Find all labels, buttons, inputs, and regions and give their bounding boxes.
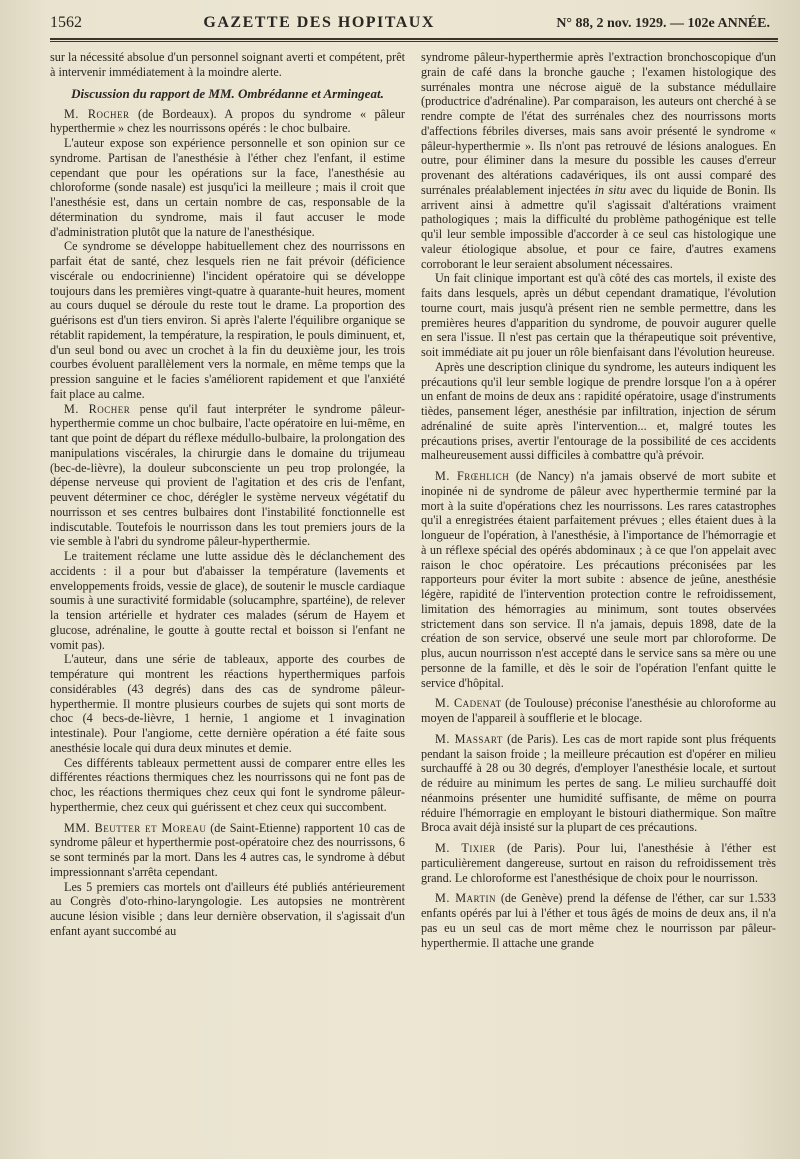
page-number: 1562 [50, 14, 82, 31]
author-name: M. Rocher [64, 106, 130, 121]
paragraph-text: (de Paris). Pour lui, l'anesthésie à l'éther est particulièrement dangereuse, surtout en raison du refroidissement très grand. Le chloroforme est l'anesthésique de choix pour le nourrisson. [421, 841, 776, 885]
issue-info: N° 88, 2 nov. 1929. — 102e ANNÉE. [556, 16, 770, 31]
paragraph [421, 841, 776, 885]
author-name: M. Cadenat [435, 696, 502, 711]
paragraph: L'auteur, dans une série de tableaux, apporte des courbes de température qui montrent les réactions hyperthermiques parfois considérables (43 degrés) dans des cas de syndrome pâleur-hyperthermie. Il montre plusieurs courbes de sujets qui sont morts de choc (4 becs-de-lièvre, 1 hernie, 1 angiome et 1 invagination intestinale). Pour l'angiome, cette dernière opération a été faite sous anesthésie locale qui dura deux minutes et demie. [50, 652, 405, 755]
author-name: M. Frœhlich [435, 469, 510, 483]
author-name: M. Martin [435, 891, 496, 906]
paragraph [421, 891, 776, 950]
paragraph [421, 732, 776, 835]
paragraph-text: (de Bordeaux). A propos du syndrome « pâleur hyperthermie » chez les nourrissons opérés : le choc bulbaire. [50, 106, 405, 136]
author-name: MM. Beutter et Moreau [64, 820, 207, 835]
paragraph [421, 50, 776, 271]
paragraph [50, 107, 405, 137]
paragraph: Après une description clinique du syndrome, les auteurs indiquent les précautions qu'il leur semble logique de prendre lorsque l'on a à opérer un enfant de moins de deux ans : rapidité opératoire, usage d'instruments tièdes, pansement léger, anesthésie par infiltration, injection de sérum adrénaliné de suite après l'intervention... et, malgré toutes les précautions prises, avertir l'entourage de la possibilité de ces accidents malheureusement aussi difficiles à combattre qu'à prévoir. [421, 359, 776, 463]
paragraph-text: (de Genève) prend la défense de l'éther, car sur 1.533 enfants opérés par lui à l'éther et tous âgés de moins de deux ans, il n'a pas eu un seul cas de mort même chez le nourrisson par pâleur-hyperthermie. Il attache une grande [421, 891, 776, 950]
header-rule-thin [50, 41, 778, 42]
paragraph: sur la nécessité absolue d'un personnel soignant averti et compétent, prêt à intervenir immédiatement à la moindre alerte. [50, 50, 405, 79]
paragraph-text: syndrome pâleur-hyperthermie après l'extraction bronchoscopique d'un grain de café dans la bronche gauche ; l'examen histologique des surrénales montra une nécrose aiguë de la substance médullaire (productrice d'adrénaline). Par comparaison, les auteurs ont cherché à se rendre compte de l'état des surrénales chez des nourrissons morts d'affections fébriles diverses, mais sans avoir présenté le syndrome « pâleur-hyperthermie ». Ils n'ont pas retrouvé de lésions analogues. En outre, pour éliminer dans la mesure du possible les causes d'erreur provenant des altérations cadavériques, ils ont aussi comparé des surrénales préalablement injectées [421, 50, 776, 197]
paragraph-text: (de Paris). Les cas de mort rapide sont plus fréquents pendant la saison froide ; la meilleure précaution est d'opérer en milieu surchauffé à 28 ou 30 degrés, d'employer l'anesthésie locale, et surtout de réduire au minimum les pertes de sang. Le milieu surchauffé doit néanmoins présenter une humidité suffisante, de même on pourra réduire l'hémorragie en employant le bistouri diathermique. Son maître Broca avait déjà insisté sur la plupart de ces précautions. [421, 731, 776, 835]
paragraph: Un fait clinique important est qu'à côté des cas mortels, il existe des faits dans lesquels, après un début cependant dramatique, l'évolution tourne court, mais jusqu'à présent rien ne semble permettre, dans les premières heures d'apparition du syndrome, de pouvoir augurer quelle en sera l'issue. Il n'est pas certain que la thérapeutique soit préventive, soit immédiate ait pu jouer un rôle bienfaisant dans l'évolution heureuse. [421, 271, 776, 359]
paragraph: L'auteur expose son expérience personnelle et son opinion sur ce syndrome. Partisan de l'anesthésie à l'éther chez l'enfant, il estime cependant que pour les opérations sur la face, l'anesthésie au chloroforme (sonde nasale) est jusqu'ici la meilleure ; mais il croit que l'anesthésie est, dans un certain nombre de cas, responsable de la détermination du syndrome, mais il faut accuser le mode d'administration plutôt que la nature de l'anesthésique. [50, 136, 405, 239]
journal-title: GAZETTE DES HOPITAUX [203, 14, 435, 31]
italic-text: in situ [594, 182, 626, 197]
paragraph [50, 821, 405, 880]
paragraph: Le traitement réclame une lutte assidue dès le déclanchement des accidents : il a pour but d'abaisser la température (lavements et enveloppements froids, vessie de glace), de soutenir le muscle cardiaque soumis à une suractivité formidable (solucamphre, spartéine), de relever la tension artérielle et hydrater ces malades (sérum de Hayem et glucose, adrénaline, le goutte à goutte rectal et boisson si l'enfant ne vomit pas). [50, 549, 405, 652]
header-rule [50, 38, 778, 40]
paragraph [50, 402, 405, 550]
paragraph-text: (de Toulouse) préconise l'anesthésie au chloroforme au moyen de l'appareil à soufflerie et le blocage. [421, 696, 776, 725]
section-heading: Discussion du rapport de MM. Ombrédanne et Armingeat. [71, 85, 384, 101]
text-columns [50, 50, 778, 950]
paragraph: Ce syndrome se développe habituellement chez des nourrissons en parfait état de santé, chez lesquels rien ne fait prévoir (déficience viscérale ou endocrinienne) l'incident opératoire qui se développe toujours dans les premières vingt-quatre à quarante-huit heures, moment au cours duquel se déroule du reste tout le drame. La proportion des guérisons est d'un tiers environ. Si après l'alerte l'équilibre organique se rétablit rapidement, la température, la respiration, le pouls diminuent, et, d'un seul bond ou avec un crochet à la fin du deuxième jour, les trois courbes évoluent parallèlement vers la normale, en même temps que la pression sanguine et le facies s'améliorent rapidement et que l'anxiété fait place au calme. [50, 239, 405, 401]
author-name: M. Tixier [435, 841, 496, 855]
paragraph [421, 696, 776, 726]
paragraph: Les 5 premiers cas mortels ont d'ailleurs été publiés antérieurement au Congrès d'oto-rhino-laryngologie. Les autopsies ne montrèrent aucune lésion visible ; dans leur dernière observation, il s'agissait d'un enfant ayant succombé au [50, 879, 405, 938]
author-name: M. Rocher [64, 401, 131, 416]
paragraph-text: avec du liquide de Bonin. Ils arrivent ainsi à admettre qu'il s'agissait d'altérations vraiment pathologiques ; mais la difficulté du problème pathogénique est telle qu'il leur semble impossible d'accorder à ce seul cas histologique une valeur étiologique absolue, et pour ce faire, d'autres examens corroborant le leur seraient absolument nécessaires. [421, 182, 777, 271]
page-header [50, 14, 778, 32]
paragraph-text: (de Nancy) n'a jamais observé de mort subite et inopinée ni de syndrome de pâleur avec hyperthermie terminé par la mort à la suite d'opérations chez les nourrissons. Les rares catastrophes qu'il a enregistrées étaient parfaitement prévues ; elles étaient dues à la longueur de l'opération, à l'anesthésie, à l'importance de l'hémorragie et à un réflexe spécial des opérés abdominaux ; à ce que l'on appelait avec raison le choc opératoire. Les précautions préconisées par les rapporteurs pour éviter la mort subite : absence de jeûne, anesthésie légère, rapidité de l'intervention protection contre le refroidissement, limitation des hémorragies au minimum, sont toutes observées strictement dans son service. Il n'a jamais, depuis 1898, date de la création de son service, observé une seule mort par chloroforme. De plus, aucun nourrisson n'est accepté dans le service sans sa mère ou une personne de la famille, et dès le soir de l'opération l'enfant quitte le service d'hôpital. [421, 469, 776, 690]
paragraph [421, 469, 776, 690]
paragraph: Ces différents tableaux permettent aussi de comparer entre elles les différentes réactions thermiques chez les nourrissons qui ne font pas de choc, les réactions thermiques chez ceux qui font le syndrome pâleur-hyperthermie, chez ceux qui guérissent et chez ceux qui succombent. [50, 755, 405, 814]
right-column [421, 50, 776, 950]
paragraph-text: pense qu'il faut interpréter le syndrome pâleur-hyperthermie comme un choc bulbaire, l'acte opératoire en lui-même, en tant que point de départ du réflexe médullo-bulbaire, la prolongation des manipulations viscérales, la chirurgie dans le domaine du trijumeau (bec-de-lièvre), la douleur subconsciente un peu trop prolongée, la dépense nerveuse qui provient de l'agitation et des cris de l'enfant, peuvent déterminer ce choc, dérégler le système nerveux végétatif du nourrisson et ses centres bulbaires dont l'instabilité fonctionnelle est indiscutable. Toutefois le nourrisson dans les tout premiers jours de la vie semble à l'abri du syndrome pâleur-hyperthermie. [50, 401, 405, 549]
left-column [50, 50, 405, 950]
author-name: M. Massart [435, 731, 503, 746]
paragraph-text: (de Saint-Etienne) rapportent 10 cas de syndrome pâleur et hyperthermie post-opératoire chez des nourrissons, 6 se sont terminés par la mort. Dans les 4 autres cas, le syndrome à début impressionnant s'arrêta cependant. [50, 820, 405, 879]
